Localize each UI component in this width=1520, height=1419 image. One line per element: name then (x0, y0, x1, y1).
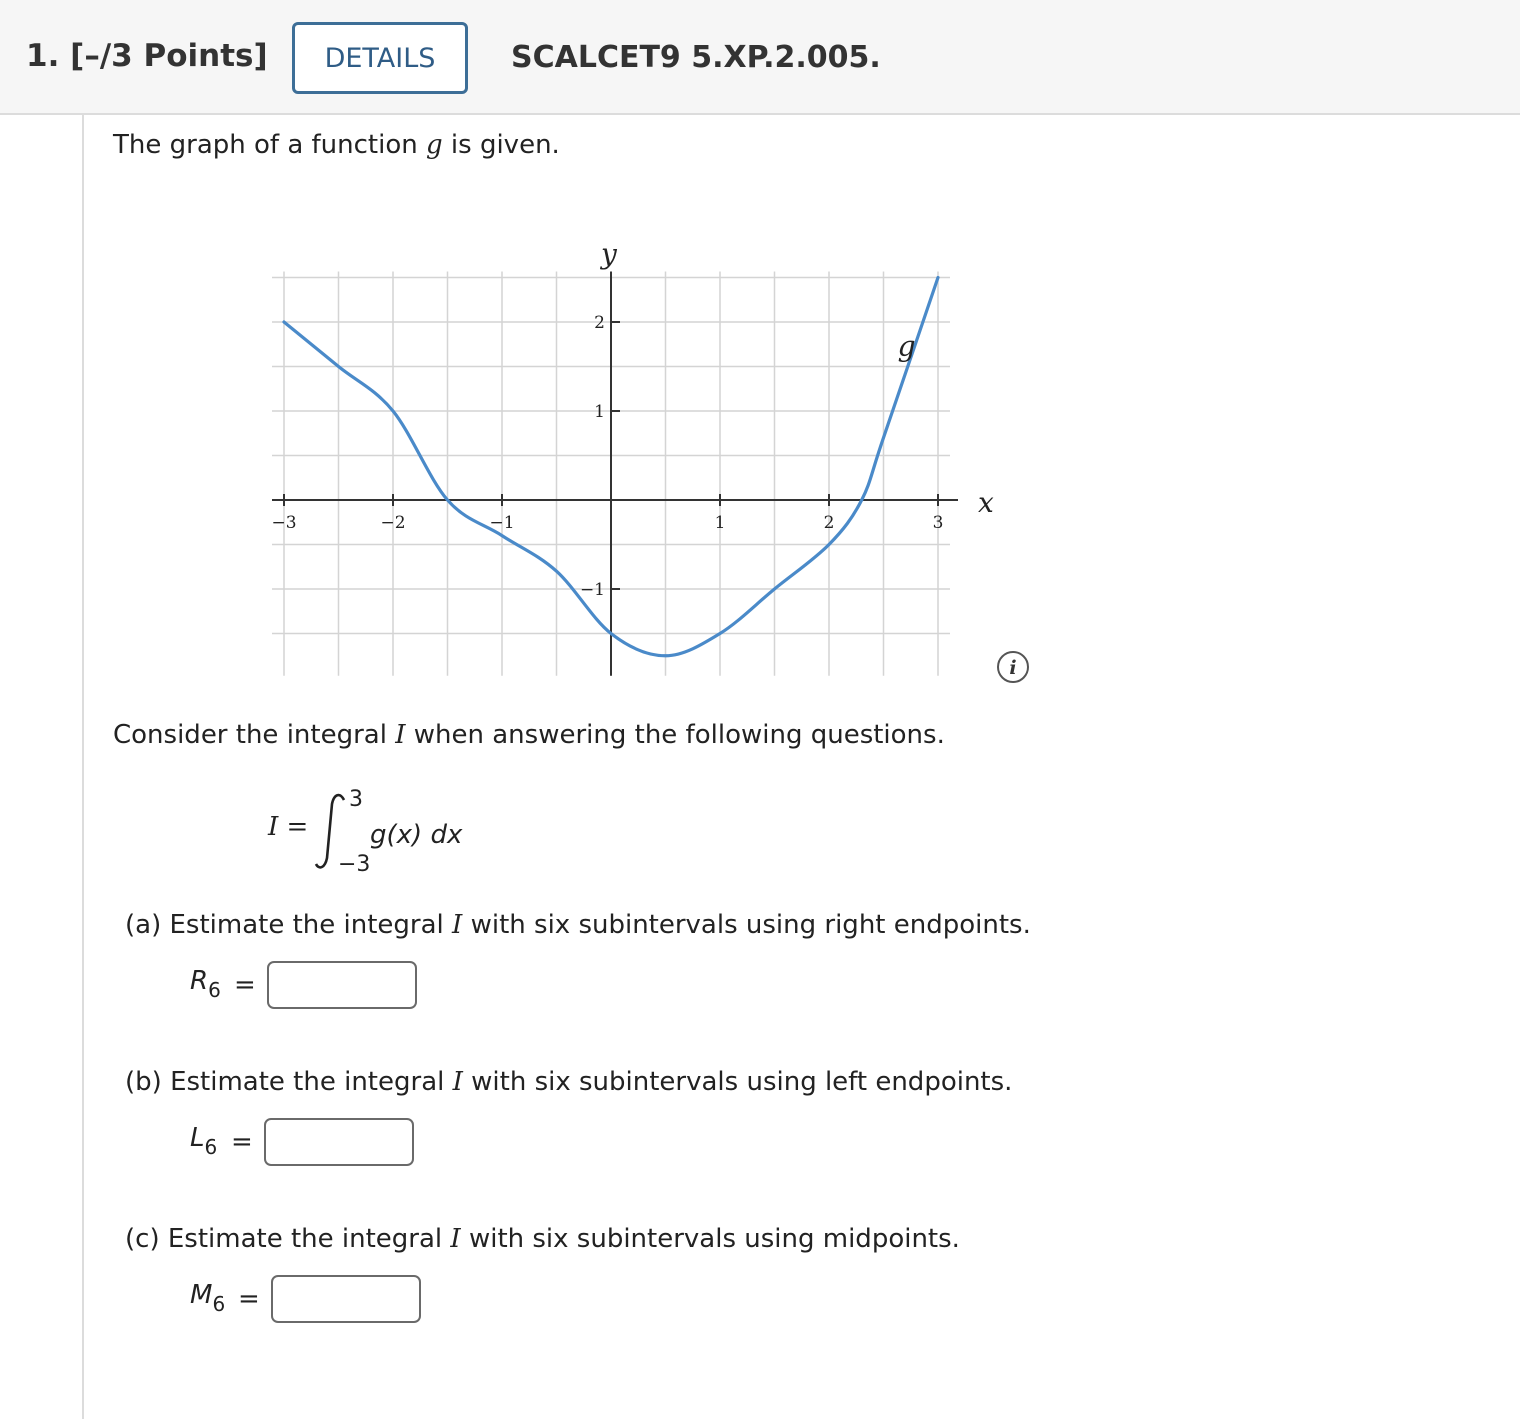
question-header (0, 0, 1520, 115)
intro-var: g (426, 130, 443, 160)
part-b-label: (b) (125, 1067, 162, 1097)
m6-answer-input[interactable] (271, 1275, 421, 1323)
part-a-text-before: Estimate the integral (169, 910, 453, 940)
x-tick-label: 1 (714, 513, 726, 533)
x-tick-label: −1 (489, 513, 515, 533)
part-c-subscript: 6 (212, 1292, 226, 1316)
x-axis-label: x (978, 486, 994, 519)
info-icon[interactable] (996, 650, 1030, 684)
part-c-symbol (190, 1280, 226, 1316)
part-c-symbol-letter: M (190, 1280, 213, 1310)
part-c-text-after: with six subintervals using midpoints. (460, 1224, 960, 1254)
part-a-text-after: with six subintervals using right endpoints. (462, 910, 1031, 940)
part-b-symbol (190, 1123, 218, 1159)
part-a-label: (a) (125, 910, 162, 940)
x-tick-label: −3 (271, 513, 297, 533)
y-axis-label: y (601, 237, 617, 271)
consider-text (113, 720, 945, 750)
consider-text-before: Consider the integral (113, 720, 396, 750)
x-tick-label: 2 (823, 513, 835, 533)
part-b-text-before: Estimate the integral (170, 1067, 453, 1097)
part-c-label: (c) (125, 1224, 160, 1254)
part-b-equals: = (231, 1127, 253, 1157)
intro-text (113, 130, 560, 160)
part-a-symbol-letter: R (190, 966, 209, 996)
x-tick-label: −2 (380, 513, 406, 533)
consider-var: I (395, 720, 406, 750)
part-c-text-before: Estimate the integral (167, 1224, 451, 1254)
part-a-symbol (190, 966, 221, 1002)
y-tick-label: 2 (594, 313, 605, 333)
l6-answer-input[interactable] (264, 1118, 414, 1166)
problem-id: SCALCET9 5.XP.2.005. (511, 40, 881, 75)
part-c-prompt (125, 1224, 960, 1254)
part-b-var: I (452, 1067, 463, 1097)
left-border (82, 115, 84, 1419)
part-b-text-after: with six subintervals using left endpoints. (462, 1067, 1013, 1097)
integral-lower-limit: −3 (338, 852, 371, 877)
part-b-symbol-letter: L (190, 1123, 205, 1153)
intro-text-before: The graph of a function (113, 130, 426, 160)
y-tick-label: 1 (594, 402, 605, 422)
part-a-equals: = (234, 970, 256, 1000)
r6-answer-input[interactable] (267, 961, 417, 1009)
question-number-and-points (26, 38, 268, 74)
part-a-var: I (452, 910, 463, 940)
part-a-subscript: 6 (208, 978, 221, 1002)
y-tick-label: −1 (579, 580, 605, 600)
integral-lhs: I = (268, 812, 309, 842)
intro-text-after: is given. (442, 130, 560, 160)
part-c-var: I (450, 1224, 461, 1254)
part-a-prompt (125, 910, 1031, 940)
part-c-equals: = (238, 1284, 260, 1314)
function-graph (250, 200, 1010, 690)
svg-text:i: i (1009, 657, 1017, 679)
question-points: [–/3 Points] (70, 38, 268, 74)
consider-text-after: when answering the following questions. (405, 720, 945, 750)
integral-upper-limit: 3 (349, 787, 363, 812)
x-tick-label: 3 (932, 513, 944, 533)
details-button[interactable]: DETAILS (292, 22, 468, 94)
question-number: 1. (26, 38, 60, 74)
integral-integrand: g(x) dx (370, 820, 463, 850)
curve-label: g (897, 329, 916, 363)
part-b-subscript: 6 (204, 1135, 218, 1159)
part-b-prompt (125, 1067, 1012, 1097)
